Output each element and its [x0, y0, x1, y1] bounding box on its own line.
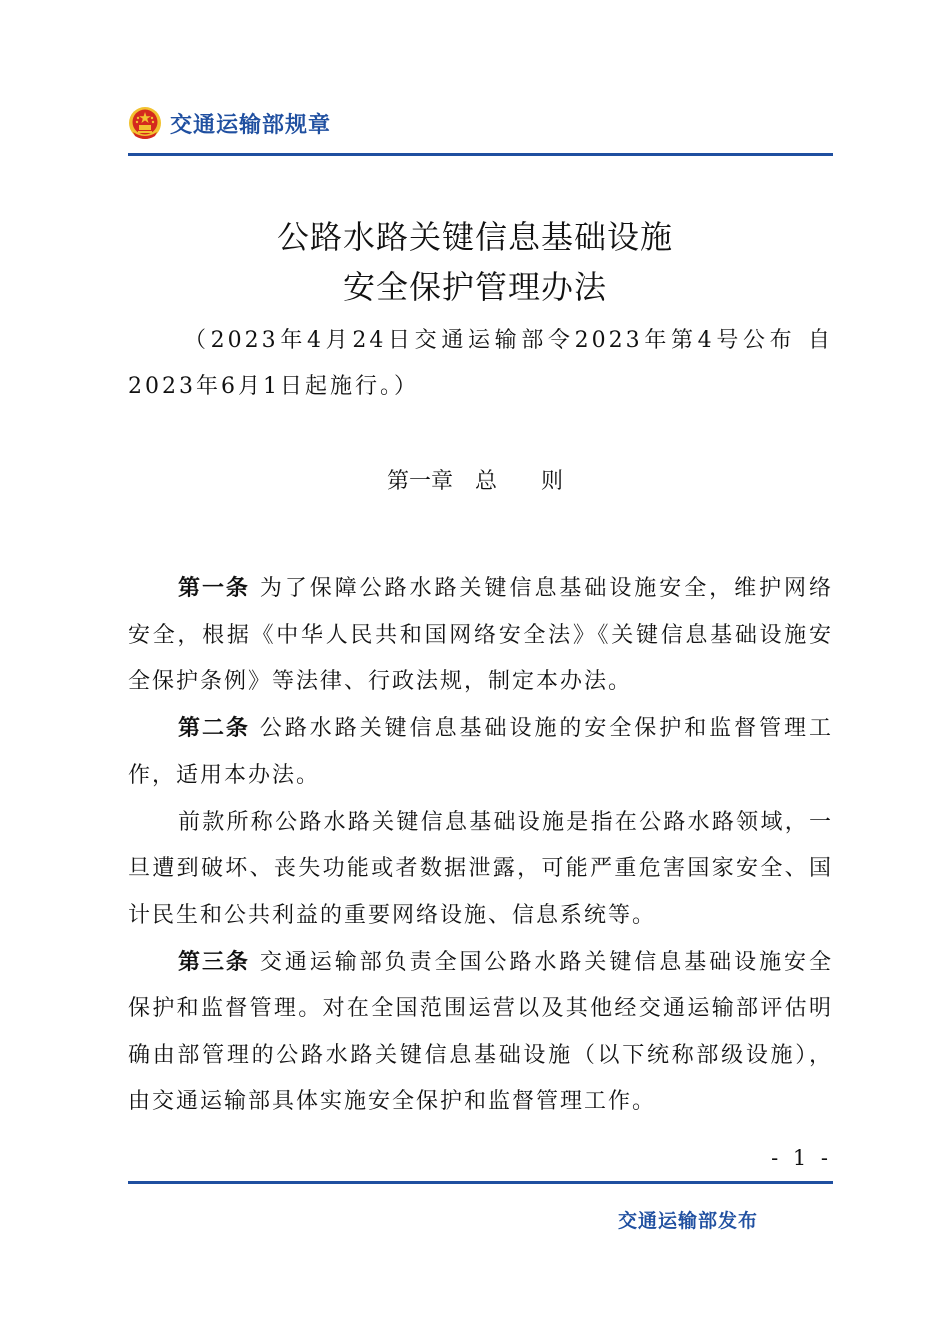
article-paragraph — [128, 800, 833, 940]
article-label: 第三条 — [178, 949, 250, 975]
article-paragraph — [128, 706, 833, 799]
article-text: 交通运输部负责全国公路水路关键信息基础设施安全保护和监督管理。对在全国范围运营以及其他经交通运输部评估明确由部管理的公路水路关键信息基础设施（以下统称部级设施），由交通运输部具体实施安全保护和监督管理工作。 — [128, 949, 833, 1114]
footer-publisher: 交通运输部发布 — [618, 1210, 759, 1232]
article-text: 前款所称公路水路关键信息基础设施是指在公路水路领域，一旦遭到破坏、丧失功能或者数据泄露，可能严重危害国家安全、国计民生和公共利益的重要网络设施、信息系统等。 — [128, 809, 833, 928]
document-body — [128, 566, 833, 1126]
document-title-line-1: 公路水路关键信息基础设施 — [276, 218, 673, 256]
header-title: 交通运输部规章 — [170, 112, 332, 138]
article-label: 第一条 — [178, 576, 250, 601]
document-title-line-2: 安全保护管理办法 — [342, 268, 607, 306]
promulgation-note-line-2: 2023年6月1日起施行。） — [128, 374, 419, 399]
article-paragraph — [128, 566, 833, 706]
article-paragraph — [128, 940, 833, 1126]
article-text: 为了保障公路水路关键信息基础设施安全，维护网络安全，根据《中华人民共和国网络安全法》《关键信息基础设施安全保护条例》等法律、行政法规，制定本办法。 — [128, 576, 833, 694]
page-header — [128, 98, 331, 148]
article-label: 第二条 — [178, 716, 250, 741]
header-divider — [128, 153, 833, 156]
chapter-heading: 第一章 总 则 — [386, 469, 563, 494]
footer-divider — [128, 1181, 833, 1184]
national-emblem-icon — [128, 106, 162, 140]
promulgation-note-line-1: （2023年4月24日交通运输部令2023年第4号公布 自 — [184, 328, 833, 353]
page-number: - 1 - — [771, 1146, 832, 1170]
article-text: 公路水路关键信息基础设施的安全保护和监督管理工作，适用本办法。 — [128, 716, 833, 788]
